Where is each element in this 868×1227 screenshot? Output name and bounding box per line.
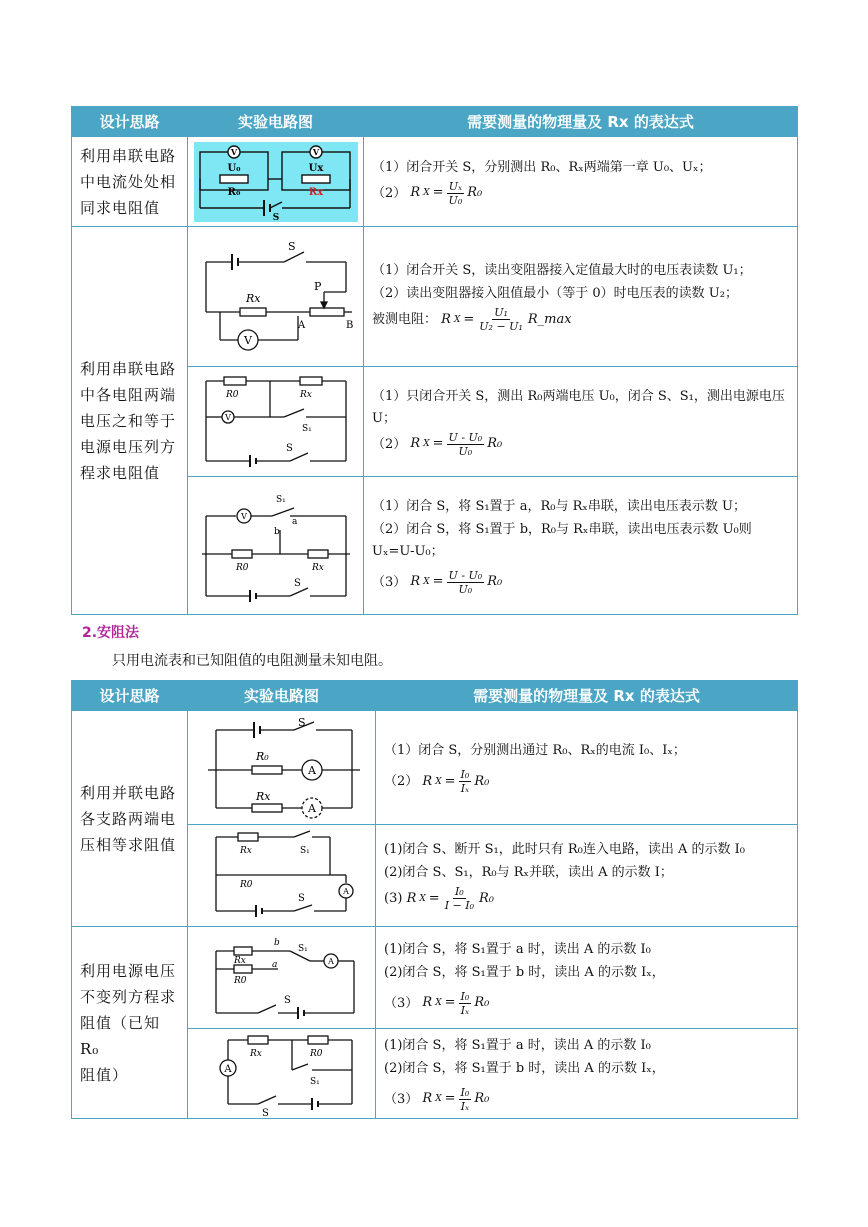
header-idea: 设计思路 xyxy=(72,107,188,137)
svg-text:R0: R0 xyxy=(239,879,253,890)
svg-text:V: V xyxy=(312,146,319,157)
idea-series-voltage-sum: 利用串联电路 中各电阻两端 电压之和等于 电源电压列方 程求电阻值 xyxy=(72,227,188,615)
section-title-ammeter-method: 2.安阻法 xyxy=(82,625,140,641)
measure-row-7: (1)闭合 S，将 S₁置于 a 时，读出 A 的示数 I₀ (2)闭合 S，将 S₁置于 b 时，读出 A 的示数 Iₓ， （3） R X = $\frac{\text{I₀}}{\text{Iₓ}}$ R₀ xyxy=(376,927,798,1029)
circuit-diagram-1 xyxy=(188,137,364,227)
measure-row-3: （1）只闭合开关 S，测出 R₀两端电压 U₀，闭合 S、S₁，测出电源电压 U； （2） R X = $\frac{\text{U - U₀}}{\text{U₀}}$ R₀ xyxy=(364,367,798,477)
svg-text:S: S xyxy=(261,1107,269,1116)
svg-text:Rx: Rx xyxy=(311,562,324,573)
voltmeter-method-table xyxy=(71,106,798,615)
ammeter-icon: A xyxy=(342,886,349,896)
svg-text:R0: R0 xyxy=(235,562,249,573)
svg-text:S: S xyxy=(293,577,301,589)
ammeter-icon: A xyxy=(327,956,334,966)
circuit-diagram-3 xyxy=(188,367,364,477)
svg-text:S: S xyxy=(297,892,305,904)
svg-text:Rx: Rx xyxy=(233,955,246,966)
measure-row-4: （1）闭合 S，将 S₁置于 a，R₀与 Rₓ串联，读出电压表示数 U； （2）闭合 S，将 S₁置于 b，R₀与 Rₓ串联，读出电压表示数 U₀则 Uₓ=U-U₀； （3） R X = $\frac{\text{U - U₀}}{\text{U₀}}$ R₀ xyxy=(364,477,798,615)
svg-text:U₀: U₀ xyxy=(226,162,241,174)
svg-text:S: S xyxy=(285,442,293,454)
svg-text:S: S xyxy=(283,994,291,1006)
svg-text:Rx: Rx xyxy=(299,389,312,400)
svg-text:b: b xyxy=(273,937,280,948)
svg-text:Rx: Rx xyxy=(249,1048,262,1059)
svg-text:S: S xyxy=(272,212,279,222)
svg-text:Ux: Ux xyxy=(308,162,323,174)
svg-text:R₀: R₀ xyxy=(255,749,269,763)
section-intro: 只用电流表和已知阻值的电阻测量未知电阻。 xyxy=(112,653,392,669)
svg-text:R₀: R₀ xyxy=(227,186,240,198)
measure-row-5: （1）闭合 S，分别测出通过 R₀、Rₓ的电流 I₀、Iₓ； （2） R X = $\frac{\text{I₀}}{\text{Iₓ}}$ R₀ xyxy=(376,711,798,825)
svg-text:a: a xyxy=(291,516,297,527)
svg-text:S: S xyxy=(287,239,296,253)
header-idea: 设计思路 xyxy=(72,681,188,711)
svg-text:S: S xyxy=(297,715,306,729)
voltmeter-icon: V xyxy=(224,412,231,422)
svg-text:Rx: Rx xyxy=(239,845,252,856)
svg-text:S₁: S₁ xyxy=(299,845,310,856)
svg-text:Rx: Rx xyxy=(255,789,270,803)
header-circuit: 实验电路图 xyxy=(188,681,376,711)
header-measure: 需要测量的物理量及 Rx 的表达式 xyxy=(376,681,798,711)
voltmeter-icon: V xyxy=(243,333,252,347)
measure-row-2: （1）闭合开关 S，读出变阻器接入定值最大时的电压表读数 U₁； （2）读出变阻器接入阻值最小（等于 0）时电压表的读数 U₂； 被测电阻： R X = $\frac{\text{U₁}}{\text{U₂ − U₁}}$ R_max xyxy=(364,227,798,367)
svg-text:Rx: Rx xyxy=(245,291,260,305)
svg-text:S₁: S₁ xyxy=(275,494,286,505)
svg-text:R0: R0 xyxy=(309,1048,323,1059)
idea-constant-voltage: 利用电源电压 不变列方程求 阻值（已知 R₀ 阻值） xyxy=(72,927,188,1119)
idea-series-current: 利用串联电路 中电流处处相 同求电阻值 xyxy=(72,137,188,227)
idea-parallel-voltage: 利用并联电路 各支路两端电 压相等求阻值 xyxy=(72,711,188,927)
circuit-diagram-2 xyxy=(188,227,364,367)
svg-text:Rx: Rx xyxy=(308,186,323,198)
svg-text:B: B xyxy=(345,319,353,331)
voltmeter-icon: V xyxy=(230,146,237,157)
measure-row-8: (1)闭合 S，将 S₁置于 a 时，读出 A 的示数 I₀ (2)闭合 S，将 S₁置于 b 时，读出 A 的示数 Iₓ， （3） R X = $\frac{\text{I₀}}{\text{Iₓ}}$ R₀ xyxy=(376,1029,798,1119)
voltmeter-icon: V xyxy=(240,511,247,521)
ammeter-method-table xyxy=(71,680,798,1119)
svg-text:A: A xyxy=(297,319,305,331)
svg-text:S₁: S₁ xyxy=(301,423,312,434)
ammeter-icon: A xyxy=(223,1063,232,1075)
circuit-diagram-8 xyxy=(188,1029,376,1119)
svg-text:R0: R0 xyxy=(225,389,239,400)
circuit-diagram-7 xyxy=(188,927,376,1029)
circuit-diagram-6 xyxy=(188,825,376,927)
circuit-diagram-5 xyxy=(188,711,376,825)
measure-row-6: (1)闭合 S、断开 S₁，此时只有 R₀连入电路，读出 A 的示数 I₀ (2)闭合 S、S₁，R₀与 Rₓ并联，读出 A 的示数 I； (3) R X = $\frac{\text{I₀}}{\text{I − I₀}}$ R₀ xyxy=(376,825,798,927)
circuit-diagram-4 xyxy=(188,477,364,615)
svg-text:a: a xyxy=(271,959,277,970)
svg-text:b: b xyxy=(273,526,280,537)
header-measure: 需要测量的物理量及 Rx 的表达式 xyxy=(364,107,798,137)
svg-text:R0: R0 xyxy=(233,975,247,986)
svg-text:S₁: S₁ xyxy=(297,943,308,954)
ammeter-icon: A xyxy=(307,763,316,777)
svg-text:P: P xyxy=(313,279,321,293)
header-circuit: 实验电路图 xyxy=(188,107,364,137)
measure-row-1: （1）闭合开关 S，分别测出 R₀、Rₓ两端第一章 U₀、Uₓ； （2） R X = $\frac{\text{Uₓ}}{\text{U₀}}$ R₀ xyxy=(364,137,798,227)
svg-text:A: A xyxy=(307,801,316,815)
svg-text:S₁: S₁ xyxy=(309,1076,320,1087)
